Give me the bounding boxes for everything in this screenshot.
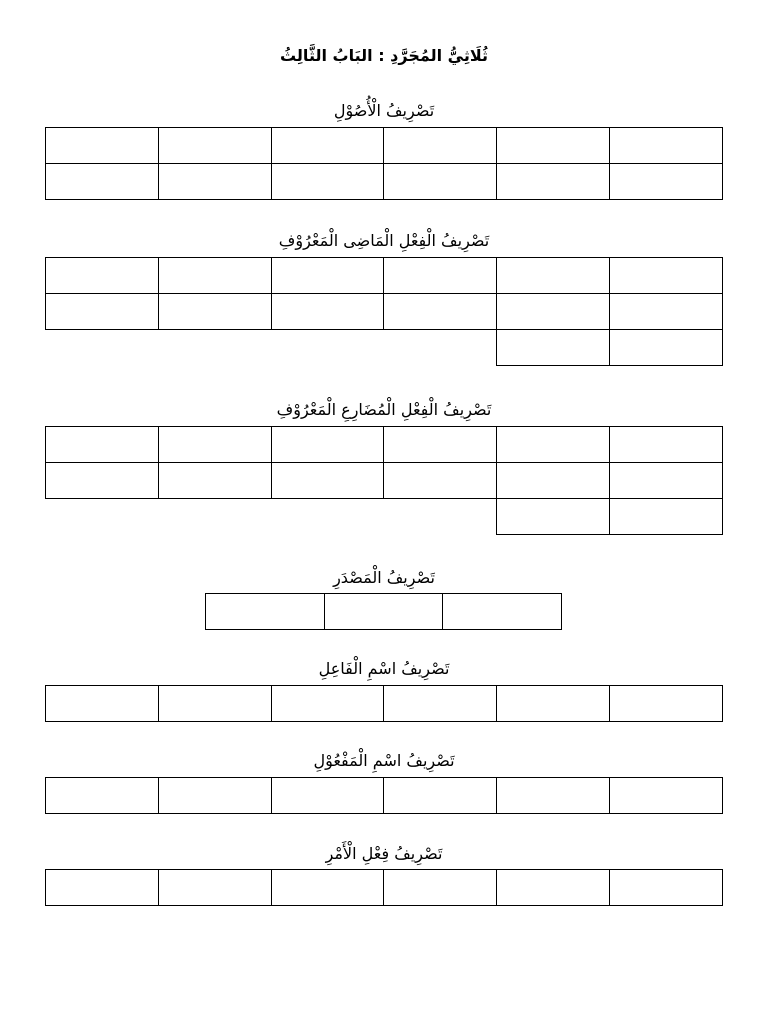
table-cell-empty: [46, 499, 159, 535]
table-cell: [384, 463, 497, 499]
table-cell-empty: [384, 330, 497, 366]
table-row: [46, 686, 723, 722]
table-cell: [497, 778, 610, 814]
table-row: [46, 870, 723, 906]
table-usul: [45, 127, 723, 200]
table-fail: [45, 685, 723, 722]
table-cell: [46, 427, 159, 463]
table-cell: [46, 164, 159, 200]
table-cell: [324, 594, 443, 630]
table-cell: [158, 128, 271, 164]
table-madi: [45, 257, 723, 366]
section-title-mudari: تَصْرِيفُ الْفِعْلِ الْمُضَارِعِ الْمَعْرُوْفِ: [276, 400, 492, 419]
table-row: [46, 294, 723, 330]
table-amr: [45, 869, 723, 906]
table-cell-empty: [271, 499, 384, 535]
section-title-mafool: تَصْرِيفُ اسْمِ الْمَفْعُوْلِ: [313, 751, 455, 770]
table-row: [46, 427, 723, 463]
table-row: [46, 778, 723, 814]
table-cell: [610, 778, 723, 814]
table-cell: [46, 870, 159, 906]
table-row: [46, 164, 723, 200]
table-cell: [384, 870, 497, 906]
page-title: ثُلَاثِيُّ المُجَرَّدِ : البَابُ الثَّالِثُ: [279, 46, 489, 65]
table-cell: [206, 594, 325, 630]
table-cell: [158, 164, 271, 200]
table-cell-empty: [158, 499, 271, 535]
table-cell: [158, 427, 271, 463]
table-cell: [46, 128, 159, 164]
table-cell: [610, 330, 723, 366]
table-cell: [271, 778, 384, 814]
table-cell: [46, 258, 159, 294]
table-cell: [46, 463, 159, 499]
table-cell: [158, 258, 271, 294]
table-row: [46, 128, 723, 164]
table-cell: [384, 294, 497, 330]
table-cell-empty: [384, 499, 497, 535]
table-row: [46, 463, 723, 499]
table-cell: [384, 164, 497, 200]
table-cell: [610, 686, 723, 722]
table-cell: [384, 258, 497, 294]
table-cell: [497, 463, 610, 499]
table-cell: [158, 778, 271, 814]
table-cell: [497, 294, 610, 330]
table-cell: [271, 686, 384, 722]
table-cell: [610, 499, 723, 535]
table-cell: [384, 128, 497, 164]
table-cell: [271, 128, 384, 164]
table-cell: [158, 870, 271, 906]
table-cell: [271, 427, 384, 463]
table-row: [206, 594, 562, 630]
section-title-amr: تَصْرِيفُ فِعْلِ الْأَمْرِ: [325, 844, 443, 863]
table-cell: [443, 594, 562, 630]
table-cell: [610, 870, 723, 906]
table-cell: [497, 164, 610, 200]
table-cell: [610, 164, 723, 200]
table-cell: [46, 294, 159, 330]
table-cell: [271, 463, 384, 499]
table-cell-empty: [158, 330, 271, 366]
table-cell: [271, 294, 384, 330]
table-cell: [271, 258, 384, 294]
table-cell: [158, 294, 271, 330]
table-cell: [610, 463, 723, 499]
table-cell: [497, 330, 610, 366]
table-cell: [610, 427, 723, 463]
table-cell: [497, 870, 610, 906]
table-cell: [158, 686, 271, 722]
table-cell: [46, 778, 159, 814]
table-masdar: [205, 593, 562, 630]
table-cell-empty: [46, 330, 159, 366]
table-cell: [384, 427, 497, 463]
table-cell: [158, 463, 271, 499]
table-cell: [497, 258, 610, 294]
table-cell: [610, 258, 723, 294]
table-cell: [497, 427, 610, 463]
table-cell: [497, 128, 610, 164]
section-title-madi: تَصْرِيفُ الْفِعْلِ الْمَاضِى الْمَعْرُوْفِ: [278, 231, 490, 250]
section-title-usul: تَصْرِيفُ الْأُصُوْلِ: [333, 101, 435, 120]
table-row: [46, 330, 723, 366]
table-cell: [497, 499, 610, 535]
table-row: [46, 499, 723, 535]
table-cell: [271, 164, 384, 200]
table-cell: [271, 870, 384, 906]
table-mafool: [45, 777, 723, 814]
section-title-fail: تَصْرِيفُ اسْمِ الْفَاعِلِ: [318, 659, 450, 678]
table-cell-empty: [271, 330, 384, 366]
table-cell: [497, 686, 610, 722]
table-cell: [610, 128, 723, 164]
table-mudari: [45, 426, 723, 535]
table-cell: [384, 686, 497, 722]
table-cell: [46, 686, 159, 722]
table-cell: [610, 294, 723, 330]
section-title-masdar: تَصْرِيفُ الْمَصْدَرِ: [333, 568, 435, 587]
table-row: [46, 258, 723, 294]
table-cell: [384, 778, 497, 814]
